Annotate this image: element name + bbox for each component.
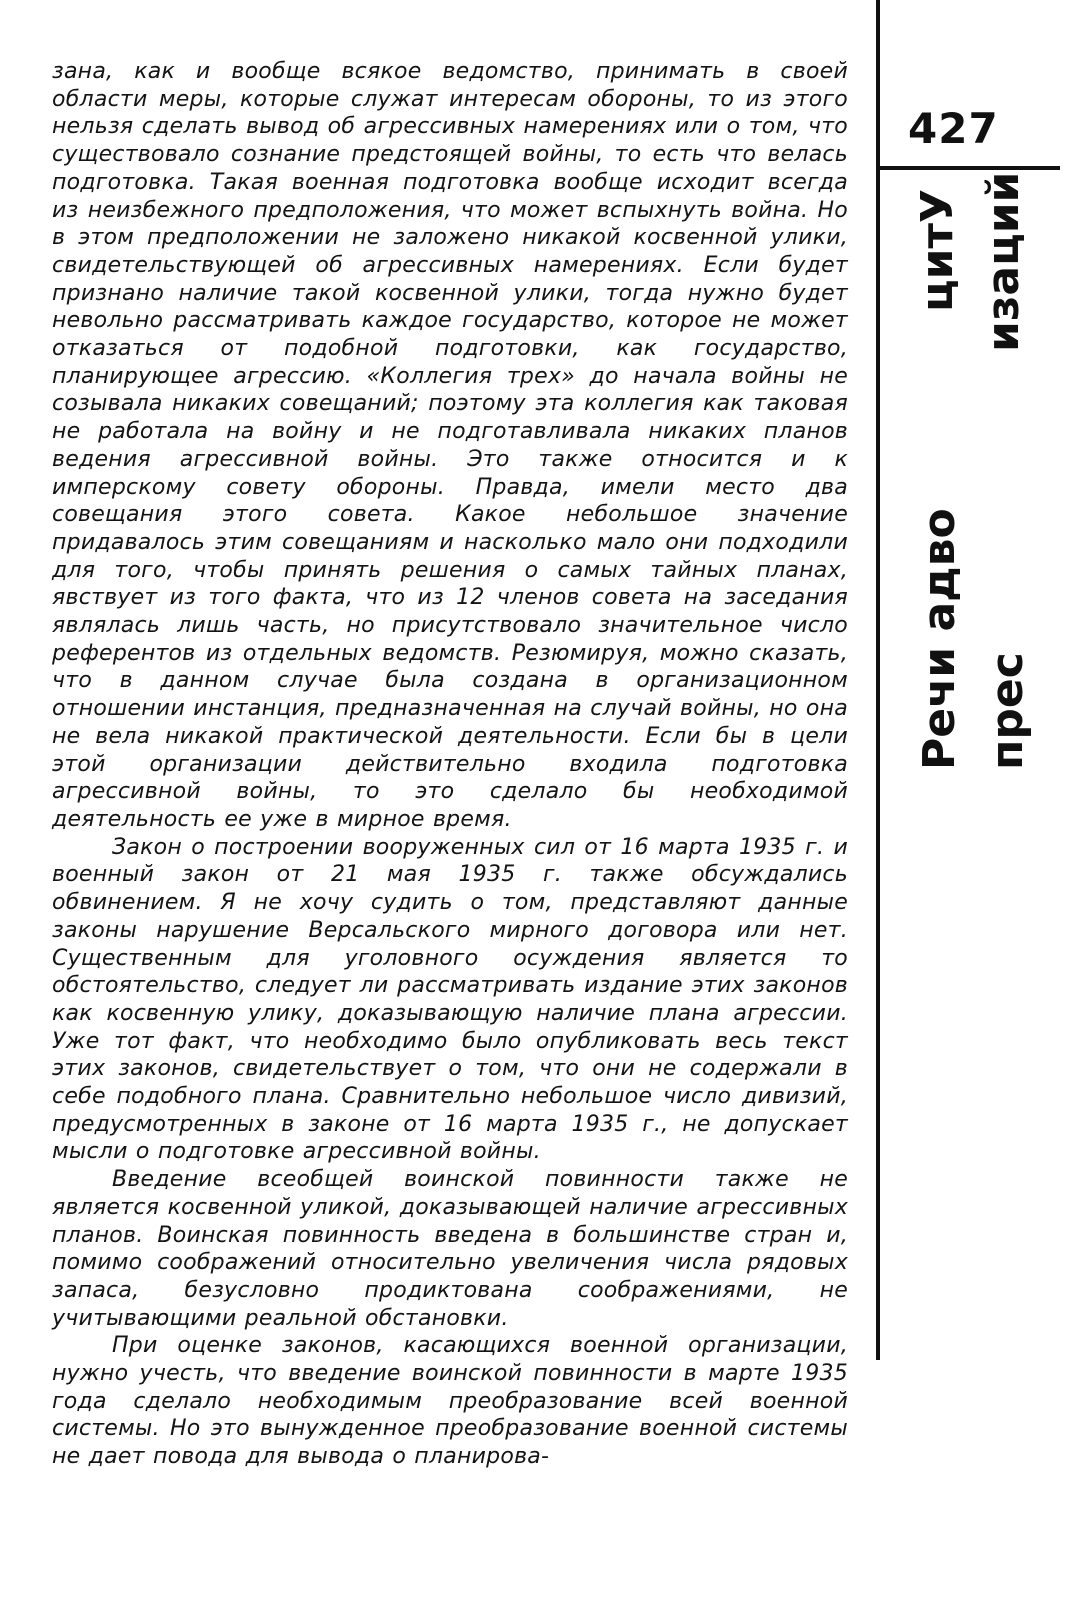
margin-tab-text-3: Речи адво	[914, 508, 965, 770]
page-number: 427	[908, 104, 999, 153]
margin-tab-text-4: прес	[982, 652, 1033, 770]
paragraph-4: При оценке законов, касающихся военной организации, нужно учесть, что введение воинской повинности в марте 1935 года сделало необходимым преобразование всей военной системы. Но это вынужденное преобразование военной системы не дает повода для вывода о планирова-	[52, 1333, 848, 1470]
paragraph-3: Введение всеобщей воинской повинности также не является косвенной уликой, доказывающей наличие агрессивных планов. Воинская повинность введена в большинстве стран и, помимо соображений относительно увеличения числа рядовых запаса, безусловно продиктована соображениями, не учитывающими реальной обстановки.	[52, 1167, 848, 1331]
main-text-column	[52, 58, 848, 1471]
paragraph-1: зана, как и вообще всякое ведомство, принимать в своей области меры, которые служат интересам обороны, то из этого нельзя сделать вывод об агрессивных намерениях или о том, что существовало сознание предстоящей войны, то есть что велась подготовка. Такая военная подготовка вообще исходит всегда из неизбежного предположения, что может вспыхнуть война. Но в этом предположении не заложено никакой косвенной улики, свидетельствующей об агрессивных намерениях. Если будет признано наличие такой косвенной улики, тогда нужно будет невольно рассматривать каждое государство, которое не может отказаться от подобной подготовки, как государство, планирующее агрессию. «Коллегия трех» до начала войны не созывала никаких совещаний; поэтому эта коллегия как таковая не работала на войну и не подготавливала никаких планов ведения агрессивной войны. Это также относится и к имперскому совету обороны. Правда, имели место два совещания этого совета. Какое небольшое значение придавалось этим совещаниям и насколько мало они подходили для того, чтобы принять решения о самых тайных планах, явствует из того факта, что из 12 членов совета на заседания являлась лишь часть, но присутствовало значительное число референтов из отдельных ведомств. Резюмируя, можно сказать, что в данном случае была создана в организационном отношении инстанция, предназначенная на случай войны, но она не вела никакой практической деятельности. Если бы в цели этой организации действительно входила подготовка агрессивной войны, то это сделало бы необходимой деятельность ее уже в мирное время.	[52, 59, 848, 832]
paragraph-2: Закон о построении вооруженных сил от 16 марта 1935 г. и военный закон от 21 мая 1935 г. также обсуждались обвинением. Я не хочу судить о том, представляют данные законы нарушение Версальского мирного договора или нет. Существенным для уголовного осуждения является то обстоятельство, следует ли рассматривать издание этих законов как косвенную улику, доказывающую наличие плана агрессии. Уже тот факт, что необходимо было опубликовать весь текст этих законов, свидетельствует о том, что они не содержали в себе подобного плана. Сравнительно небольшое число дивизий, предусмотренных в законе от 16 марта 1935 г., не допускает мысли о подготовке агрессивной войны.	[52, 834, 848, 1165]
page-number-underline	[880, 166, 1060, 170]
margin-vertical-rule	[876, 0, 880, 1360]
margin-tab-text-2: изаций	[978, 171, 1029, 352]
margin-tab-text-1: цитУ	[912, 189, 963, 312]
